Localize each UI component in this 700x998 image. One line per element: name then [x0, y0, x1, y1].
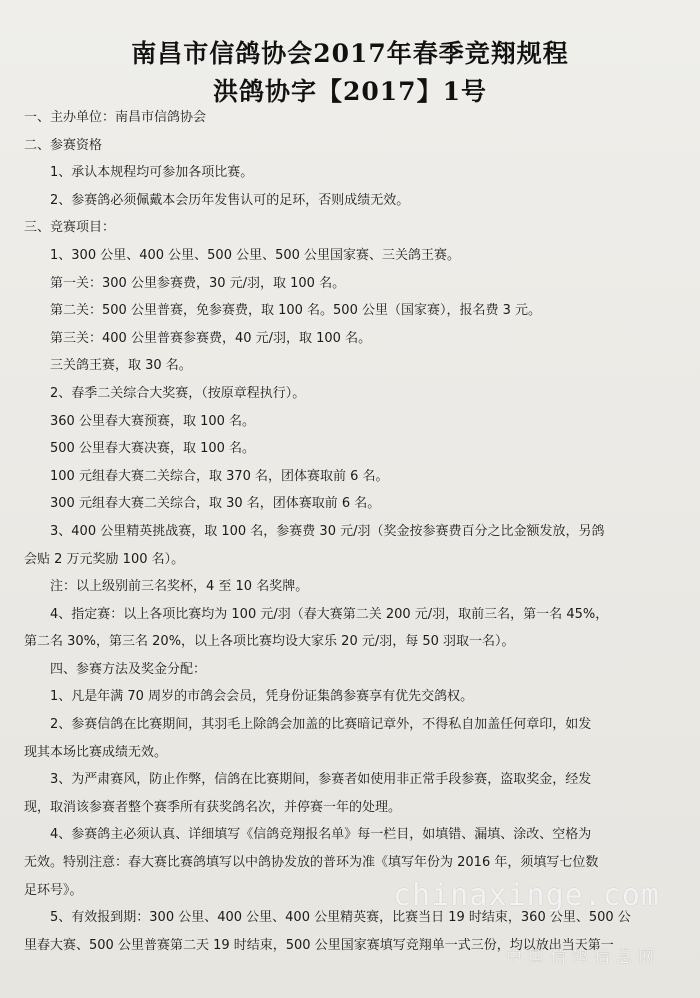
text-line: 无效。特别注意：春大赛比赛鸽填写以中鸽协发放的普环为准《填写年份为 2016 年，须填写七位数 [24, 855, 599, 871]
text-line: 四、参赛方法及奖金分配： [50, 661, 207, 677]
text-line: 第三关：400 公里普赛参赛费，40 元/羽，取 100 名。 [50, 330, 372, 346]
text-line: 第二关：500 公里普赛，免参赛费，取 100 名。500 公里（国家赛），报名费 3 元。 [50, 303, 542, 319]
document-number: 洪鸽协字【2017】1号 [213, 77, 487, 106]
document-title: 南昌市信鸽协会2017年春季竞翔规程 [131, 39, 569, 68]
text-line: 三、竞赛项目： [24, 220, 116, 236]
text-line: 第二名 30%，第三名 20%，以上各项比赛均设大家乐 20 元/羽，每 50 羽取一名）。 [24, 634, 515, 650]
text-line: 会贴 2 万元奖励 100 名）。 [24, 551, 185, 567]
watermark-site: chinaxinge.com [393, 878, 660, 913]
text-line: 500 公里春大赛决赛，取 100 名。 [50, 441, 256, 457]
text-line: 一、主办单位：南昌市信鸽协会 [24, 110, 207, 125]
watermark-cn: 中国信鸽信息网 [505, 947, 660, 966]
text-line: 3、为严肃赛风，防止作弊，信鸽在比赛期间，参赛者如使用非正常手段参赛，盗取奖金，经发 [50, 772, 592, 788]
text-line: 1、承认本规程均可参加各项比赛。 [50, 165, 254, 181]
text-line: 二、参赛资格 [24, 137, 103, 153]
text-line: 第一关：300 公里参赛费，30 元/羽，取 100 名。 [50, 275, 346, 291]
text-line: 300 元组春大赛二关综合，取 30 名，团体赛取前 6 名。 [50, 496, 381, 512]
text-line: 1、300 公里、400 公里、500 公里、500 公里国家赛、三关鸽王赛。 [50, 247, 461, 263]
text-line: 注：以上级别前三名奖杯，4 至 10 名奖牌。 [50, 579, 309, 595]
text-line: 1、凡是年满 70 周岁的市鸽会会员，凭身份证集鸽参赛享有优先交鸽权。 [50, 689, 474, 705]
text-line: 360 公里春大赛预赛，取 100 名。 [50, 413, 256, 429]
text-line: 2、春季二关综合大奖赛，（按原章程执行）。 [50, 385, 306, 401]
text-line: 100 元组春大赛二关综合，取 370 名，团体赛取前 6 名。 [50, 468, 389, 484]
text-line: 三关鸽王赛，取 30 名。 [50, 358, 192, 374]
document-body [24, 104, 664, 959]
text-line: 现其本场比赛成绩无效。 [24, 744, 168, 760]
text-line: 4、指定赛：以上各项比赛均为 100 元/羽（春大赛第二关 200 元/羽，取前三名，第一名 45%， [50, 606, 609, 622]
text-line: 2、参赛鸽必须佩戴本会历年发售认可的足环，否则成绩无效。 [50, 192, 410, 208]
text-line: 足环号》。 [24, 882, 83, 898]
text-line: 里春大赛、500 公里普赛第二天 19 时结束，500 公里国家赛填写竞翔单一式三份，均以放出当天第一 [24, 937, 614, 953]
text-line: 3、400 公里精英挑战赛，取 100 名，参赛费 30 元/羽（奖金按参赛费百分之比金额发放，另鸽 [50, 523, 605, 539]
text-line: 2、参赛信鸽在比赛期间，其羽毛上除鸽会加盖的比赛暗记章外，不得私自加盖任何章印，如发 [50, 717, 592, 733]
text-line: 现，取消该参赛者整个赛季所有获奖鸽名次，并停赛一年的处理。 [24, 799, 402, 815]
text-line: 4、参赛鸽主必须认真、详细填写《信鸽竞翔报名单》每一栏目，如填错、漏填、涂改、空格为 [50, 827, 592, 843]
text-line: 5、有效报到期：300 公里、400 公里、400 公里精英赛，比赛当日 19 时结束，360 公里、500 公 [50, 910, 631, 926]
